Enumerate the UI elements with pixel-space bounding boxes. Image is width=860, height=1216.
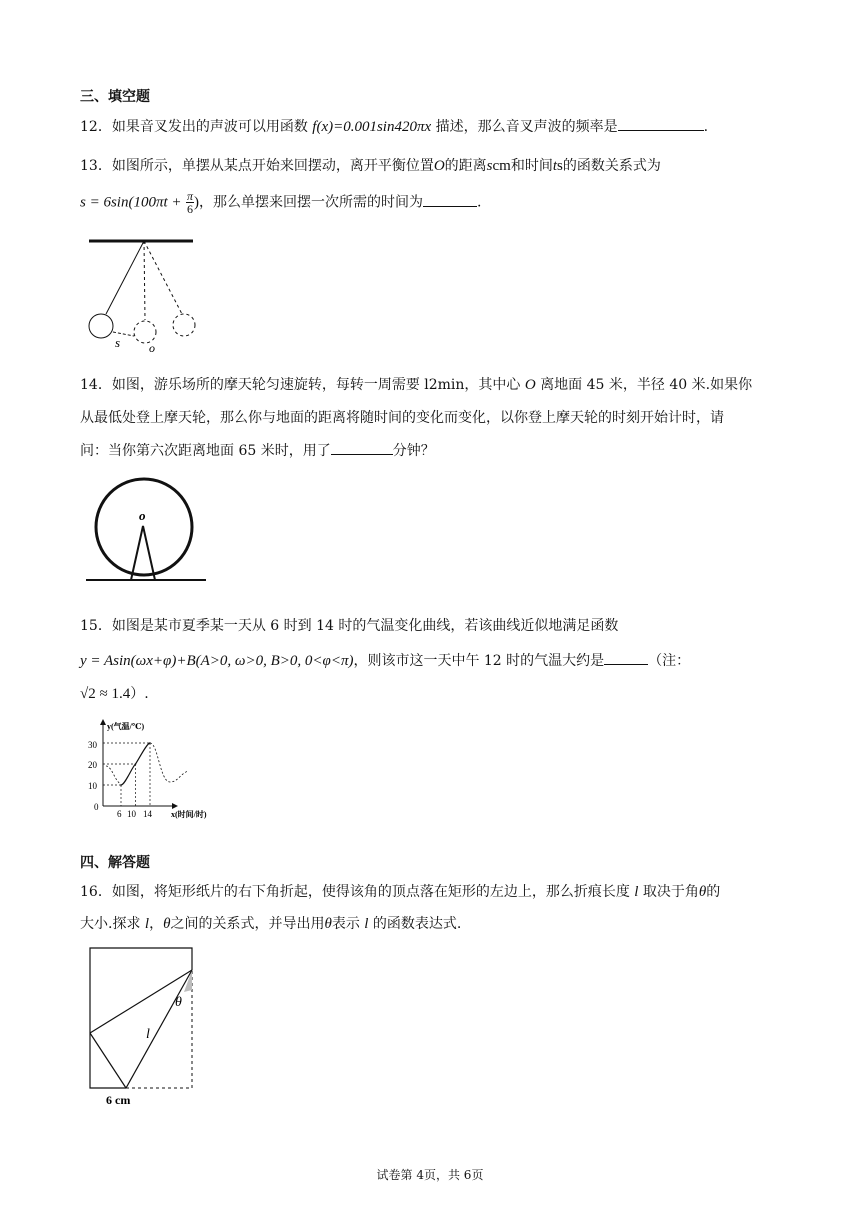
question-text: 如图，将矩形纸片的右下角折起，使得该角的顶点落在矩形的左边上，那么折痕长度 bbox=[111, 884, 630, 900]
x-axis-arrow bbox=[172, 803, 178, 809]
question-text: 的距离 bbox=[444, 158, 487, 174]
punctuation: . bbox=[703, 119, 709, 135]
support bbox=[131, 526, 155, 580]
question-text: ， bbox=[149, 916, 164, 932]
y-axis-label: y(气温/℃) bbox=[107, 722, 145, 731]
denominator: 6 bbox=[186, 202, 193, 216]
var: l bbox=[364, 916, 369, 932]
question-14-line-1 bbox=[80, 375, 752, 395]
question-16-line-2 bbox=[80, 914, 461, 934]
formula: ) bbox=[193, 194, 199, 211]
punctuation: ）. bbox=[130, 686, 149, 702]
label-s: s bbox=[115, 335, 121, 350]
question-15-line-1 bbox=[80, 616, 618, 636]
question-text: 取决于角 bbox=[642, 884, 699, 900]
question-15-line-2 bbox=[80, 650, 690, 671]
y-tick-label: 30 bbox=[88, 740, 97, 750]
question-text: 分钟？ bbox=[392, 443, 435, 459]
var: θ bbox=[698, 884, 707, 900]
question-number: 14． bbox=[80, 377, 112, 393]
punctuation: . bbox=[476, 194, 482, 211]
y-axis-arrow bbox=[100, 719, 106, 725]
y-tick-label: 10 bbox=[88, 781, 97, 791]
question-text: 和时间 bbox=[510, 158, 553, 174]
equilibrium-bob bbox=[134, 321, 156, 343]
data-point bbox=[135, 763, 137, 765]
pendulum-string bbox=[106, 241, 144, 314]
numerator: π bbox=[186, 189, 193, 203]
var: l bbox=[634, 884, 639, 900]
folded-paper-figure bbox=[86, 946, 198, 1108]
label-width: 6 cm bbox=[106, 1093, 131, 1107]
formula: y = Asin(ωx+φ)+B(A>0, ω>0, B>0, 0<φ<π) bbox=[80, 653, 354, 669]
var: θ bbox=[324, 916, 332, 932]
equilibrium-string bbox=[144, 241, 145, 320]
var: s bbox=[486, 158, 493, 174]
question-text: 如图所示，单摆从某点开始来回摆动，离开平衡位置 bbox=[111, 158, 434, 174]
x-tick-label: 14 bbox=[143, 809, 152, 819]
curve-right-dashed bbox=[150, 743, 188, 782]
folded-edge-bottom bbox=[90, 1033, 126, 1088]
var: t bbox=[552, 158, 558, 174]
question-14-line-2: 从最低处登上摩天轮，那么你与地面的距离将随时间的变化而变化，以你登上摩天轮的时刻开始计时，请 bbox=[80, 410, 724, 426]
question-14-line-3 bbox=[80, 440, 435, 461]
data-point bbox=[120, 784, 122, 786]
question-number: 16． bbox=[80, 884, 112, 900]
var: O bbox=[524, 377, 536, 393]
question-15-line-3 bbox=[80, 684, 149, 704]
unit: s bbox=[557, 158, 563, 174]
answer-blank[interactable] bbox=[423, 192, 477, 207]
var: l bbox=[144, 916, 150, 932]
question-16-line-1 bbox=[80, 882, 720, 902]
question-text: 之间的关系式，并导出用 bbox=[170, 916, 325, 932]
question-text: ，则该市这一天中午 12 时的气温大约是 bbox=[353, 653, 605, 669]
page-footer: 试卷第 4页，共 6页 bbox=[376, 1168, 484, 1182]
question-text: 的函数表达式. bbox=[372, 916, 462, 932]
question-text: 的函数关系式为 bbox=[562, 158, 661, 174]
data-point bbox=[149, 742, 151, 744]
question-number: 13． bbox=[80, 158, 112, 174]
curve-left-dashed bbox=[106, 766, 121, 784]
label-l: l bbox=[146, 1027, 150, 1042]
y-tick-label: 0 bbox=[94, 802, 99, 812]
var: O bbox=[433, 158, 445, 174]
rectangle-outline bbox=[90, 948, 192, 1088]
label-o: o bbox=[149, 341, 155, 355]
question-13-line-2 bbox=[80, 190, 481, 215]
question-text: 的 bbox=[706, 884, 721, 900]
unit: cm bbox=[492, 158, 511, 174]
section-title-solution: 四、解答题 bbox=[80, 855, 150, 871]
question-text: 描述，那么音叉声波的频率是 bbox=[435, 119, 618, 135]
answer-blank[interactable] bbox=[604, 650, 648, 665]
question-number: 12． bbox=[80, 119, 112, 135]
section-title-fill-blank: 三、填空题 bbox=[80, 89, 150, 105]
crease-line bbox=[126, 970, 192, 1088]
question-text: ，那么单摆来回摆一次所需的时间为 bbox=[198, 194, 423, 211]
pendulum-bob bbox=[89, 314, 113, 338]
answer-blank[interactable] bbox=[618, 116, 704, 131]
question-text: 如图是某市夏季某一天从 6 时到 14 时的气温变化曲线，若该曲线近似地满足函数 bbox=[111, 618, 619, 634]
question-text: 离地面 45 米，半径 40 米.如果你 bbox=[540, 377, 753, 393]
question-text: 如果音叉发出的声波可以用函数 bbox=[111, 119, 308, 135]
question-number: 15． bbox=[80, 618, 112, 634]
x-axis-label: x(时间/时) bbox=[171, 810, 207, 819]
label-theta: θ bbox=[175, 995, 182, 1010]
y-tick-label: 20 bbox=[88, 760, 97, 770]
x-tick-label: 10 bbox=[127, 809, 136, 819]
question-text: 问：当你第六次距离地面 65 米时，用了 bbox=[80, 443, 331, 459]
temperature-chart bbox=[82, 716, 207, 822]
label-o: o bbox=[139, 508, 146, 523]
question-text: 如图，游乐场所的摩天轮匀速旋转，每转一周需要 l2min，其中心 bbox=[111, 377, 521, 393]
right-bob bbox=[173, 314, 195, 336]
note: （注： bbox=[648, 653, 691, 669]
formula: s = 6sin(100πt + bbox=[80, 194, 182, 211]
question-12 bbox=[80, 116, 708, 137]
var: θ bbox=[163, 916, 171, 932]
question-text: 表示 bbox=[331, 916, 360, 932]
formula: f(x)=0.001sin420πx bbox=[312, 119, 432, 135]
answer-blank[interactable] bbox=[331, 440, 393, 455]
question-text: 大小.探求 bbox=[80, 916, 141, 932]
question-13-line-1 bbox=[80, 156, 661, 176]
pendulum-figure bbox=[85, 234, 205, 358]
ferris-wheel-figure bbox=[84, 464, 210, 586]
formula: √2 ≈ 1.4 bbox=[80, 686, 131, 702]
fraction bbox=[186, 190, 194, 215]
x-tick-label: 6 bbox=[117, 809, 122, 819]
right-string bbox=[144, 241, 182, 314]
